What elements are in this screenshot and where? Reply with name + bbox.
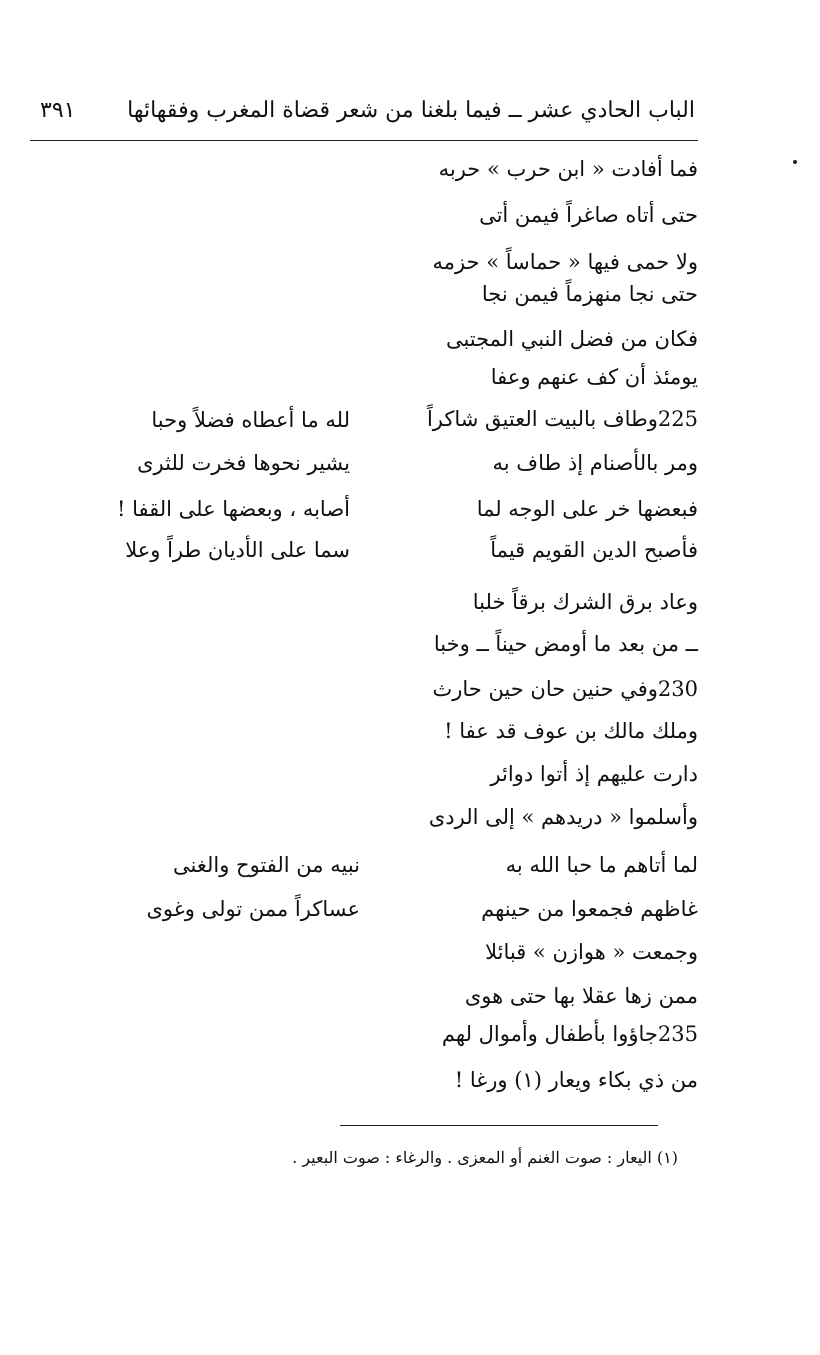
verse-10-first: دارت عليهم إذ أتوا دوائر xyxy=(490,762,698,786)
verse-7-first: فأصبح الدين القويم قيماً xyxy=(490,538,698,562)
verse-11-second: نبيه من الفتوح والغنى xyxy=(173,853,360,877)
verse-6-first: فبعضها خر على الوجه لما xyxy=(476,497,698,521)
verse-4-first: 225وطاف بالبيت العتيق شاكراً xyxy=(426,407,698,431)
running-header xyxy=(40,98,695,138)
footnote-rule xyxy=(340,1125,658,1126)
margin-dot xyxy=(793,160,797,164)
verse-4-second: لله ما أعطاه فضلاً وحبا xyxy=(151,408,350,432)
chapter-title: الباب الحادي عشر ــ فيما بلغنا من شعر قضاة المغرب وفقهائها xyxy=(127,98,695,123)
verse-5-second: يشير نحوها فخرت للثرى xyxy=(137,451,350,475)
verse-3-second: يومئذ أن كف عنهم وعفا xyxy=(490,365,698,389)
verse-13-first: وجمعت « هوازن » قبائلا xyxy=(485,940,698,964)
header-rule xyxy=(30,140,698,141)
verse-9-second: وملك مالك بن عوف قد عفا ! xyxy=(444,719,698,743)
verse-1-first: فما أفادت « ابن حرب » حربه xyxy=(438,157,698,181)
verse-12-first: غاظهم فجمعوا من حينهم xyxy=(481,897,698,921)
verse-1-second: حتى أتاه صاغراً فيمن أتى xyxy=(479,203,698,227)
verse-9-first: 230وفي حنين حان حين حارث xyxy=(432,677,698,701)
verse-2-second: حتى نجا منهزماً فيمن نجا xyxy=(481,282,698,306)
verse-13-second: ممن زها عقلا بها حتى هوى xyxy=(464,984,698,1008)
verse-3-first: فكان من فضل النبي المجتبى xyxy=(445,327,698,351)
verse-7-second: سما على الأديان طراً وعلا xyxy=(125,538,350,562)
verse-2-first: ولا حمى فيها « حماساً » حزمه xyxy=(432,250,698,274)
footnote: (١) اليعار : صوت الغنم أو المعزى . والرغاء : صوت البعير . xyxy=(292,1148,678,1167)
verse-14-second: من ذي بكاء ويعار (١) ورغا ! xyxy=(454,1068,698,1092)
verse-5-first: ومر بالأصنام إذ طاف به xyxy=(492,451,698,475)
verse-8-first: وعاد برق الشرك برقاً خلبا xyxy=(472,590,698,614)
verse-6-second: أصابه ، وبعضها على القفا ! xyxy=(116,497,350,521)
verse-14-first: 235جاؤوا بأطفال وأموال لهم xyxy=(441,1022,698,1046)
verse-11-first: لما أتاهم ما حبا الله به xyxy=(505,853,698,877)
verse-12-second: عساكراً ممن تولى وغوى xyxy=(146,897,360,921)
verse-10-second: وأسلموا « دريدهم » إلى الردى xyxy=(428,805,698,829)
page-number: ٣٩١ xyxy=(40,98,76,123)
verse-8-second: ــ من بعد ما أومض حيناً ــ وخبا xyxy=(433,632,698,656)
